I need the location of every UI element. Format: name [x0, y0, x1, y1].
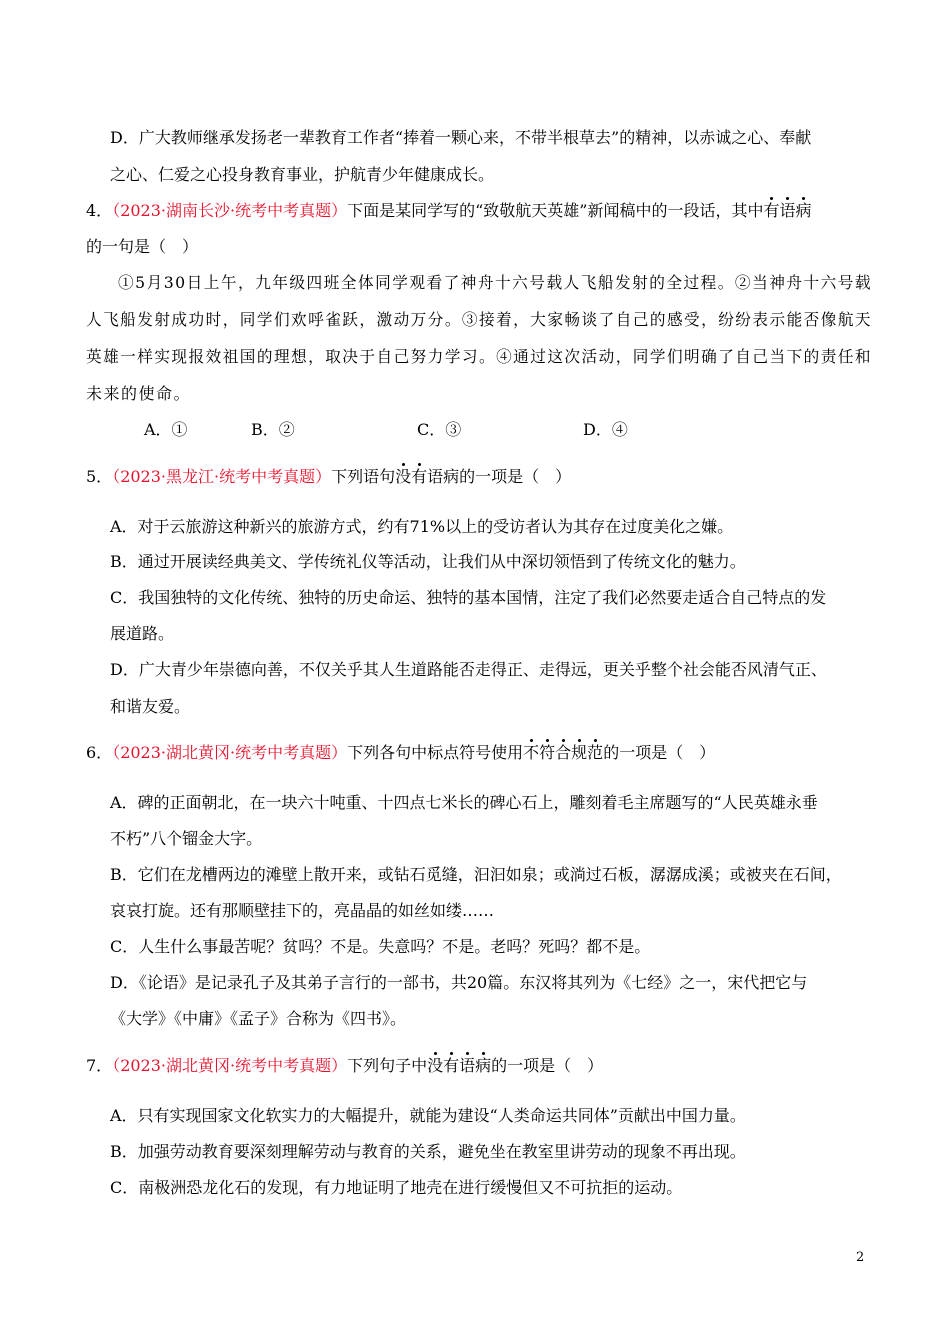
q7-emphasis-char: 没 [427, 1056, 444, 1075]
q7-source: （2023·湖北黄冈·统考中考真题） [112, 1056, 348, 1075]
q5-stem-text: 下列语句 [331, 467, 396, 486]
q6-option-b-line2: 哀哀打旋。还有那顺壁挂下的，亮晶晶的如丝如缕…… [110, 901, 495, 920]
q4-source: （2023·湖南长沙·统考中考真题） [112, 201, 348, 220]
q6-option-a-line2: 不朽”八个镏金大字。 [110, 829, 263, 848]
q5-emphasis-char: 有 [411, 467, 428, 486]
q7-emphasis-char: 有 [443, 1056, 460, 1075]
q6-stem [86, 743, 715, 763]
q4-stem-line2: 的一句是（ ） [86, 237, 199, 256]
q4-emphasis-char: 病 [795, 201, 812, 220]
q4-stem-text: 下面是某同学写的“致敬航天英雄”新闻稿中的一段话，其中 [347, 201, 764, 220]
q4-option-a: A．① [144, 420, 188, 439]
q6-source: （2023·湖北黄冈·统考中考真题） [112, 743, 348, 762]
q4-option-b: B．② [251, 420, 295, 439]
q5-option-c-line2: 展道路。 [110, 624, 175, 643]
q7-option-c: C．南极洲恐龙化石的发现，有力地证明了地壳在进行缓慢但又不可抗拒的运动。 [110, 1178, 683, 1197]
q6-option-b-line1: B．它们在龙槽两边的滩壁上散开来，或钻石觅缝，汩汩如泉；或淌过石板，潺潺成溪；或被夹在石间， [110, 865, 842, 884]
q5-option-d-line1: D．广大青少年崇德向善，不仅关乎其人生道路能否走得正、走得远，更关乎整个社会能否风清气正、 [110, 660, 827, 679]
q4-stem [86, 201, 812, 221]
q4-option-d: D．④ [583, 420, 628, 439]
q5-source: （2023·黑龙江·统考中考真题） [112, 467, 332, 486]
q6-option-a-line1: A．碑的正面朝北，在一块六十吨重、十四点七米长的碑心石上，雕刻着毛主席题写的“人民英雄永垂 [110, 793, 818, 812]
q7-emphasis-char: 语 [459, 1056, 476, 1075]
q7-stem-text-end: 的一项是（ ） [491, 1056, 604, 1075]
q6-emphasis-char: 范 [587, 743, 604, 762]
q6-option-d-line1: D．《论语》是记录孔子及其弟子言行的一部书，共20篇。东汉将其列为《七经》之一，宋代把它与 [110, 973, 808, 992]
q5-option-d-line2: 和谐友爱。 [110, 697, 191, 716]
q7-option-b: B．加强劳动教育要深刻理解劳动与教育的关系，避免坐在教室里讲劳动的现象不再出现。 [110, 1142, 746, 1161]
q4-passage-line: 未来的使命。 [86, 384, 192, 403]
q4-emphasis-char: 语 [779, 201, 796, 220]
q7-option-a: A．只有实现国家文化软实力的大幅提升，就能为建设“人类命运共同体”贡献出中国力量。 [110, 1106, 746, 1125]
q6-number: 6． [86, 743, 113, 762]
q3-option-d-line1: D．广大教师继承发扬老一辈教育工作者“捧着一颗心来，不带半根草去”的精神，以赤诚之心、奉献 [110, 128, 812, 147]
q5-stem-text-end: 语病的一项是（ ） [427, 467, 572, 486]
q5-number: 5． [86, 467, 113, 486]
q7-number: 7． [86, 1056, 113, 1075]
q6-option-d-line2: 《大学》《中庸》《孟子》合称为《四书》。 [110, 1009, 407, 1028]
q5-option-a: A．对于云旅游这种新兴的旅游方式，约有71%以上的受访者认为其存在过度美化之嫌。 [110, 517, 734, 536]
q7-emphasis-char: 病 [475, 1056, 492, 1075]
q5-option-c-line1: C．我国独特的文化传统、独特的历史命运、独特的基本国情，注定了我们必然要走适合自己特点的发 [110, 588, 827, 607]
q4-option-c: C．③ [417, 420, 462, 439]
q6-option-c: C．人生什么事最苦呢？贫吗？不是。失意吗？不是。老吗？死吗？都不是。 [110, 937, 651, 956]
q4-passage-line: 英雄一样实现报效祖国的理想，取决于自己努力学习。④通过这次活动，同学们明确了自己当下的责任和 [86, 347, 873, 366]
q6-emphasis-char: 合 [555, 743, 572, 762]
q5-option-b: B．通过开展读经典美文、学传统礼仪等活动，让我们从中深切领悟到了传统文化的魅力。 [110, 552, 746, 571]
q6-emphasis-char: 符 [539, 743, 556, 762]
q6-stem-text-end: 的一项是（ ） [603, 743, 716, 762]
q5-stem [86, 467, 571, 487]
q7-stem [86, 1056, 603, 1076]
q5-emphasis-char: 没 [395, 467, 412, 486]
page-number: 2 [856, 1250, 865, 1265]
q4-emphasis-char: 有 [763, 201, 780, 220]
q6-emphasis-char: 不 [523, 743, 540, 762]
q6-stem-text: 下列各句中标点符号使用 [347, 743, 524, 762]
q4-passage-line: 人飞船发射成功时，同学们欢呼雀跃，激动万分。③接着，大家畅谈了自己的感受，纷纷表示能否像航天 [86, 310, 873, 329]
q3-option-d-line2: 之心、仁爱之心投身教育事业，护航青少年健康成长。 [110, 165, 495, 184]
q4-number: 4． [86, 201, 113, 220]
q4-passage-line: ①5月30日上午，九年级四班全体同学观看了神舟十六号载人飞船发射的全过程。②当神舟十六号载 [118, 273, 873, 292]
q6-emphasis-char: 规 [571, 743, 588, 762]
q7-stem-text: 下列句子中 [347, 1056, 428, 1075]
